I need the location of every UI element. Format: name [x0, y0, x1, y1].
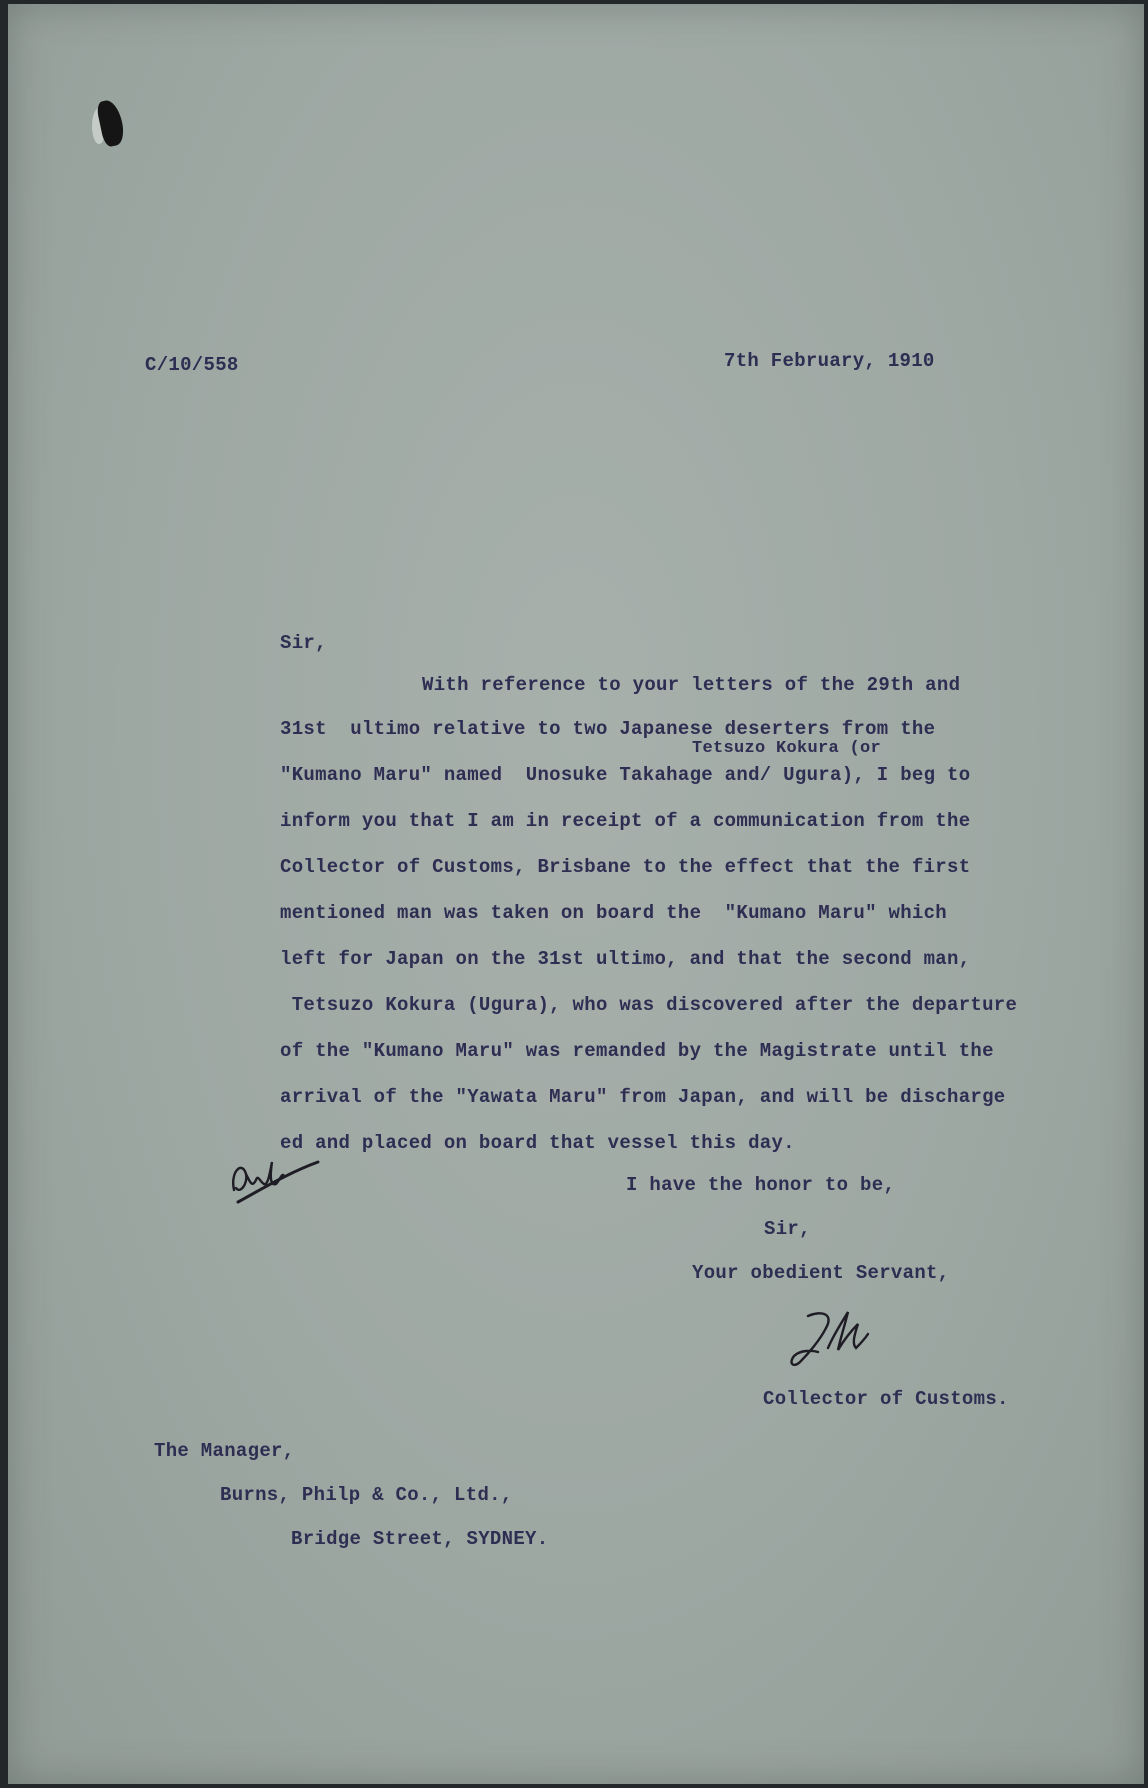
addressee-line: Burns, Philp & Co., Ltd.,: [220, 1484, 513, 1506]
body-line: 31st ultimo relative to two Japanese deserters from the: [280, 718, 936, 740]
handwritten-initials: [220, 1132, 330, 1212]
addressee-line: Bridge Street, SYDNEY.: [291, 1528, 549, 1550]
closing-line: I have the honor to be,: [626, 1174, 896, 1196]
reference-number: C/10/558: [145, 354, 239, 376]
addressee-line: The Manager,: [154, 1440, 295, 1462]
handwritten-signature: [778, 1304, 888, 1384]
closing-line: Your obedient Servant,: [692, 1262, 950, 1284]
letter-date: 7th February, 1910: [724, 350, 935, 372]
body-line: of the "Kumano Maru" was remanded by the Magistrate until the: [280, 1040, 994, 1062]
letter-page: [8, 4, 1144, 1784]
body-line: "Kumano Maru" named Unosuke Takahage and/ Ugura), I beg to: [280, 764, 971, 786]
body-line: Tetsuzo Kokura (Ugura), who was discovered after the departure: [280, 994, 1018, 1016]
body-line: arrival of the "Yawata Maru" from Japan, and will be discharge: [280, 1086, 1006, 1108]
signatory-title: Collector of Customs.: [763, 1388, 1009, 1410]
body-line: left for Japan on the 31st ultimo, and that the second man,: [280, 948, 971, 970]
salutation: Sir,: [280, 632, 327, 654]
body-line: With reference to your letters of the 29th and: [422, 674, 961, 696]
closing-line: Sir,: [764, 1218, 811, 1240]
body-line: Collector of Customs, Brisbane to the effect that the first: [280, 856, 971, 878]
body-line: inform you that I am in receipt of a communication from the: [280, 810, 971, 832]
body-line: ed and placed on board that vessel this day.: [280, 1132, 795, 1154]
interlinear-insert: Tetsuzo Kokura (or: [692, 739, 882, 758]
body-line: mentioned man was taken on board the "Kumano Maru" which: [280, 902, 948, 924]
